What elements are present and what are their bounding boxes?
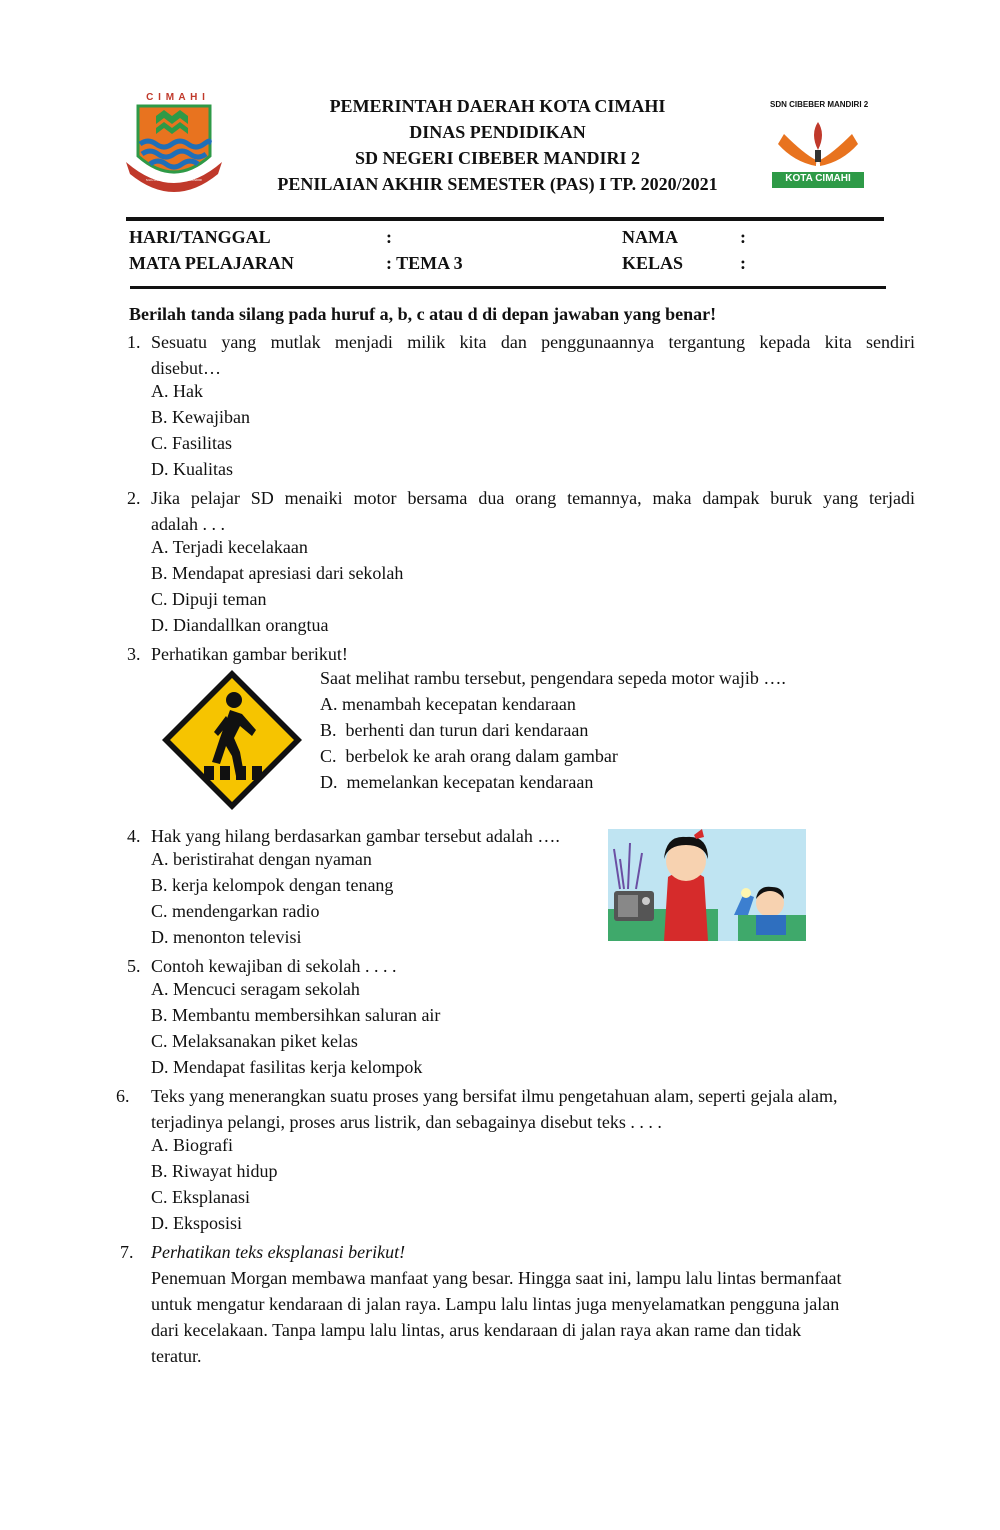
header-rule-bottom [130,286,886,289]
q4-option-a[interactable]: A. beristirahat dengan nyaman [151,849,372,869]
q2-option-d[interactable]: D. Diandallkan orangtua [151,615,329,635]
q4-number: 4. [127,826,141,846]
pedestrian-crossing-sign-icon [160,668,304,812]
q7-paragraph-line-3: dari kecelakaan. Tanpa lampu lalu lintas, arus kendaraan di jalan raya akan rame dan tidak [151,1320,802,1340]
q1-stem-line2: disebut… [151,358,221,378]
q4-option-b[interactable]: B. kerja kelompok dengan tenang [151,875,394,895]
q1-option-d[interactable]: D. Kualitas [151,459,233,479]
q5-option-a[interactable]: A. Mencuci seragam sekolah [151,979,360,999]
q2-option-b[interactable]: B. Mendapat apresiasi dari sekolah [151,563,404,583]
q2-option-a[interactable]: A. Terjadi kecelakaan [151,537,308,557]
q3-option-b[interactable]: B. berhenti dan turun dari kendaraan [320,720,589,740]
q7-stem: Perhatikan teks eksplanasi berikut! [151,1242,406,1262]
q5-number: 5. [127,956,141,976]
school-banner-text: KOTA CIMAHI [785,173,851,184]
q6-stem-line2: terjadinya pelangi, proses arus listrik, dan sebagainya disebut teks . . . . [151,1112,662,1132]
q2-option-c[interactable]: C. Dipuji teman [151,589,267,609]
q3-stem: Perhatikan gambar berikut! [151,644,348,664]
school-arc-text: SDN CIBEBER MANDIRI 2 [770,100,869,109]
q3-question: Saat melihat rambu tersebut, pengendara sepeda motor wajib …. [320,668,786,688]
header-rule-top [126,217,884,221]
q2-stem-line1: Jika pelajar SD menaiki motor bersama dua orang temannya, maka dampak buruk yang terjadi [151,488,915,508]
header-line-2: DINAS PENDIDIKAN [409,122,586,142]
nama-label: NAMA [622,227,678,247]
q4-option-d[interactable]: D. menonton televisi [151,927,302,947]
q1-option-b[interactable]: B. Kewajiban [151,407,250,427]
q3-option-d[interactable]: D. memelankan kecepatan kendaraan [320,772,594,792]
q4-stem: Hak yang hilang berdasarkan gambar tersebut adalah …. [151,826,560,846]
q6-option-a[interactable]: A. Biografi [151,1135,233,1155]
header-line-4: PENILAIAN AKHIR SEMESTER (PAS) I TP. 2020/2021 [277,174,718,194]
q2-stem-line2: adalah . . . [151,514,225,534]
q6-option-b[interactable]: B. Riwayat hidup [151,1161,278,1181]
cimahi-ribbon-text: SILIH ASIH NGAWANGUN JATI MANDIRI [145,178,203,182]
q3-number: 3. [127,644,141,664]
q7-number: 7. [120,1242,134,1262]
q3-option-a[interactable]: A. menambah kecepatan kendaraan [320,694,576,714]
hari-label: HARI/TANGGAL [129,227,271,247]
hari-value: : [386,227,392,247]
q2-number: 2. [127,488,141,508]
q6-number: 6. [116,1086,130,1106]
q4-option-c[interactable]: C. mendengarkan radio [151,901,320,921]
q3-option-c[interactable]: C. berbelok ke arah orang dalam gambar [320,746,618,766]
q7-paragraph-line-1: Penemuan Morgan membawa manfaat yang besar. Hingga saat ini, lampu lalu lintas bermanfaat [151,1268,842,1288]
cimahi-logo [122,92,226,196]
q5-option-d[interactable]: D. Mendapat fasilitas kerja kelompok [151,1057,423,1077]
q5-option-b[interactable]: B. Membantu membersihkan saluran air [151,1005,441,1025]
q7-paragraph-line-2: untuk mengatur kendaraan di jalan raya. Lampu lalu lintas juga menyelamatkan pengguna jalan [151,1294,840,1314]
kelas-value: : [740,253,746,273]
q5-stem: Contoh kewajiban di sekolah . . . . [151,956,397,976]
q1-stem-line1: Sesuatu yang mutlak menjadi milik kita dan penggunaannya tergantung kepada kita sendiri [151,332,915,352]
instruction: Berilah tanda silang pada huruf a, b, c atau d di depan jawaban yang benar! [129,304,717,324]
nama-value: : [740,227,746,247]
q6-option-d[interactable]: D. Eksposisi [151,1213,243,1233]
q7-paragraph-line-4: teratur. [151,1346,202,1366]
q1-option-c[interactable]: C. Fasilitas [151,433,233,453]
header-line-1: PEMERINTAH DAERAH KOTA CIMAHI [329,96,666,116]
header-line-3: SD NEGERI CIBEBER MANDIRI 2 [354,148,641,168]
q1-number: 1. [127,332,141,352]
q1-option-a[interactable]: A. Hak [151,381,203,401]
q6-stem-line1: Teks yang menerangkan suatu proses yang bersifat ilmu pengetahuan alam, seperti gejala alam, [151,1086,838,1106]
children-radio-illustration [608,829,806,941]
q5-option-c[interactable]: C. Melaksanakan piket kelas [151,1031,358,1051]
cimahi-logo-title: C I M A H I [146,92,206,103]
mapel-value: : TEMA 3 [386,253,463,273]
mapel-label: MATA PELAJARAN [129,253,294,273]
kelas-label: KELAS [622,253,684,273]
school-logo [764,94,872,192]
q6-option-c[interactable]: C. Eksplanasi [151,1187,250,1207]
